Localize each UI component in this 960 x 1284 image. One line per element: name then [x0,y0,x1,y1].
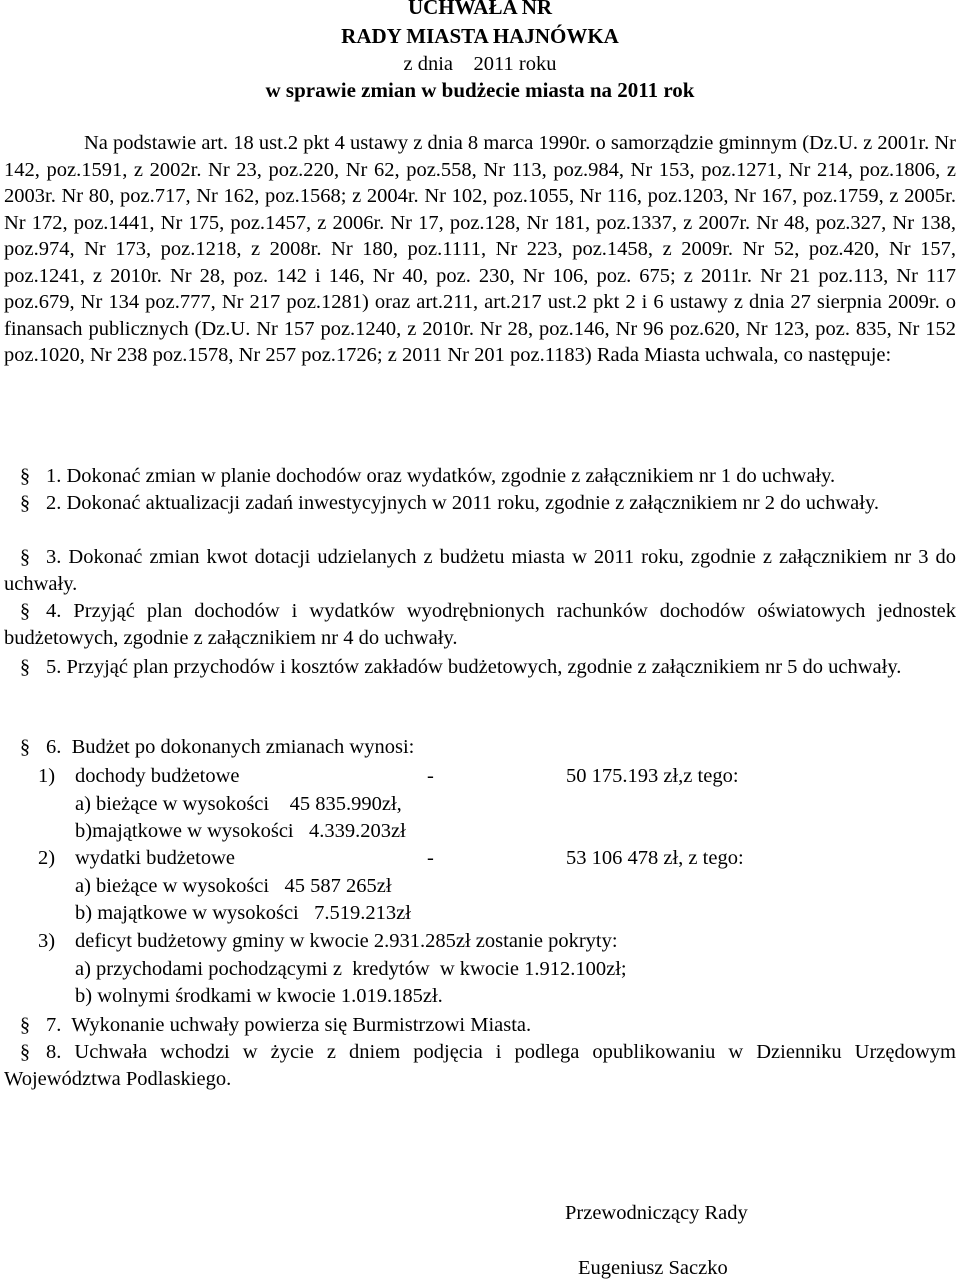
budget-item-1-dash: - [427,765,434,787]
signature-name: Eugeniusz Saczko [578,1257,728,1279]
preamble [4,130,956,369]
paragraph-5 [4,654,956,681]
paragraph-4 [4,598,956,651]
section-sign: § [19,492,31,514]
budget-item-2-dash: - [427,847,434,869]
budget-item-1-value: 50 175.193 zł,z tego: [566,765,739,787]
section-sign: § [19,465,31,487]
budget-item-3-number: 3) [38,930,56,952]
paragraph-text: 5. Przyjąć plan przychodów i kosztów zakładów budżetowych, zgodnie z załącznikiem nr 5 do uchwały. [46,656,902,678]
budget-item-2-label: wydatki budżetowe [75,847,235,869]
budget-item-2-capital: b) majątkowe w wysokości 7.519.213zł [75,902,411,924]
paragraph-text: 7. Wykonanie uchwały powierza się Burmistrzowi Miasta. [46,1014,532,1036]
budget-item-1-current: a) bieżące w wysokości 45 835.990zł, [75,793,402,815]
budget-item-2-number: 2) [38,847,56,869]
paragraph-text: 8. Uchwała wchodzi w życie z dniem podjęcia i podlega opublikowaniu w Dzienniku Urzędowym Województwa Podlaskiego. [4,1041,956,1090]
paragraph-8 [4,1039,956,1092]
paragraph-text: 2. Dokonać aktualizacji zadań inwestycyjnych w 2011 roku, zgodnie z załącznikiem nr 2 do uchwały. [46,492,879,514]
budget-item-3-label: deficyt budżetowy gminy w kwocie 2.931.285zł zostanie pokryty: [75,930,618,952]
section-sign: § [19,1014,31,1036]
budget-item-2-value: 53 106 478 zł, z tego: [566,847,744,869]
section-sign: § [19,736,31,758]
budget-item-1-capital: b)majątkowe w wysokości 4.339.203zł [75,820,406,842]
paragraph-2 [4,490,956,517]
preamble-text: Na podstawie art. 18 ust.2 pkt 4 ustawy z dnia 8 marca 1990r. o samorządzie gminnym (Dz.U. z 2001r. Nr 142, poz.1591, z 2002r. Nr 23, poz.220, Nr 62, poz.558, Nr 113, poz.984, Nr 153, poz.1271, Nr 214, poz.1806, z 2003r. Nr 80, poz.717, Nr 162, poz.1568; z 2004r. Nr 102, poz.1055, Nr 116, poz.1203, Nr 167, poz.1759, z 2005r. Nr 172, poz.1441, Nr 175, poz.1457, z 2006r. Nr 17, poz.128, Nr 181, poz.1337, z 2007r. Nr 48, poz.327, Nr 138, poz.974, Nr 173, poz.1218, z 2008r. Nr 180, poz.1111, Nr 223, poz.1458, z 2009r. Nr 52, poz.420, Nr 157, poz.1241, z 2010r. Nr 28, poz. 142 i 146, Nr 40, poz. 230, Nr 106, poz. 675; z 2011r. Nr 21 poz.113, Nr 117 poz.679, Nr 134 poz.777, Nr 217 poz.1281) oraz art.211, art.217 ust.2 pkt 2 i 6 ustawy z dnia 27 sierpnia 2009r. o finansach publicznych (Dz.U. Nr 157 poz.1240, z 2010r. Nr 28, poz.146, Nr 96 poz.620, Nr 123, poz. 835, Nr 152 poz.1020, Nr 238 poz.1578, Nr 257 poz.1726; z 2011 Nr 201 poz.1183) Rada Miasta uchwala, co następuje: [4,132,956,366]
resolution-number: UCHWAŁA NR [407,0,553,19]
section-sign: § [19,1041,31,1063]
budget-item-3-credits: a) przychodami pochodzącymi z kredytów w kwocie 1.912.100zł; [75,958,627,980]
budget-item-3-free-funds: b) wolnymi środkami w kwocie 1.019.185zł. [75,985,443,1007]
section-sign: § [19,600,31,622]
budget-item-1-number: 1) [38,765,56,787]
paragraph-3 [4,544,956,597]
section-sign: § [19,656,31,678]
council-name: RADY MIASTA HAJNÓWKA [341,24,619,48]
paragraph-text: 3. Dokonać zmian kwot dotacji udzielanych z budżetu miasta w 2011 roku, zgodnie z załącznikiem nr 3 do uchwały. [4,546,956,595]
signature-title: Przewodniczący Rady [565,1202,748,1224]
paragraph-text: 1. Dokonać zmian w planie dochodów oraz wydatków, zgodnie z załącznikiem nr 1 do uchwały. [46,465,836,487]
paragraph-6 [4,734,956,761]
resolution-subject: w sprawie zmian w budżecie miasta na 2011 rok [265,78,695,102]
budget-item-2-current: a) bieżące w wysokości 45 587 265zł [75,875,392,897]
budget-item-1-label: dochody budżetowe [75,765,240,787]
paragraph-7 [4,1012,956,1039]
paragraph-1 [4,463,956,490]
paragraph-text: 4. Przyjąć plan dochodów i wydatków wyodrębnionych rachunków dochodów oświatowych jednostek budżetowych, zgodnie z załącznikiem nr 4 do uchwały. [4,600,956,649]
paragraph-text: 6. Budżet po dokonanych zmianach wynosi: [46,736,415,758]
resolution-date: z dnia 2011 roku [403,53,557,75]
section-sign: § [19,546,31,568]
